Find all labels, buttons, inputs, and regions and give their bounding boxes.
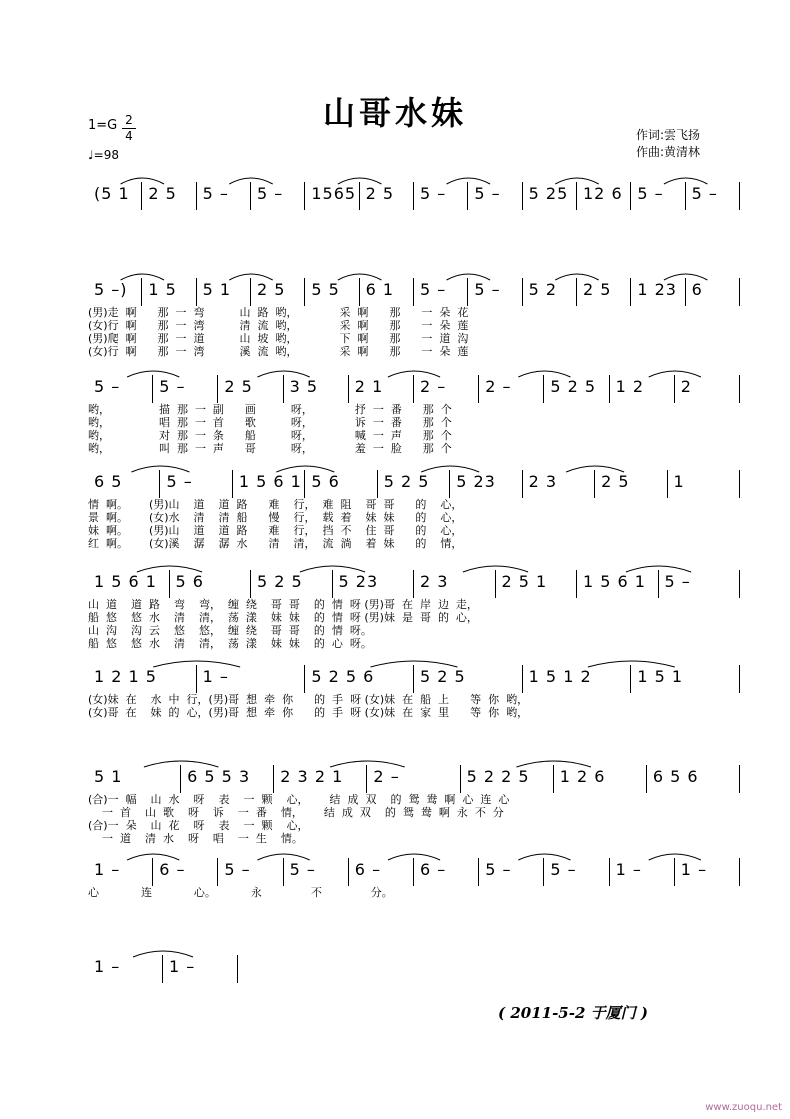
slur-arc: [566, 466, 624, 472]
bar-line: [685, 182, 686, 210]
bar-line: [739, 665, 740, 693]
slur-arc: [649, 371, 701, 377]
bar-line: [180, 765, 181, 793]
measure-notes: 5 23: [338, 572, 379, 591]
bar-line: [348, 858, 349, 886]
slur-arc: [555, 274, 598, 280]
measure-notes: (5 1: [94, 184, 130, 203]
slur-arc: [588, 661, 675, 667]
measure-notes: 3 5: [289, 377, 319, 396]
measure-notes: 6 5 6: [652, 767, 699, 786]
slur-arc: [229, 274, 272, 280]
notation-row: [88, 665, 740, 691]
bar-line: [609, 375, 610, 403]
slur-marks: [88, 945, 238, 959]
slur-arc: [131, 466, 189, 472]
bar-line: [304, 278, 305, 306]
measure-notes: 5 23: [456, 472, 496, 491]
bar-line: [141, 182, 142, 210]
slur-arc: [447, 178, 490, 184]
bar-line: [217, 375, 218, 403]
bar-line: [250, 570, 251, 598]
bar-line: [478, 375, 479, 403]
measure-notes: 1565: [311, 184, 357, 203]
measure-notes: 2 –: [420, 377, 447, 396]
measure-notes: 2 –: [485, 377, 512, 396]
measure-notes: 2 5: [601, 472, 630, 491]
measure-notes: 1 2 6: [559, 767, 606, 786]
measure-notes: 6: [691, 280, 703, 299]
slur-arc: [555, 178, 598, 184]
song-title: 山哥水妹: [322, 94, 467, 132]
measure-notes: 5 –: [420, 280, 447, 299]
bar-line: [576, 182, 577, 210]
measure-notes: 1 5 6 1: [94, 572, 157, 591]
measure-notes: 1 –: [680, 860, 708, 879]
measure-notes: 6 1: [365, 280, 395, 299]
bar-line: [169, 570, 170, 598]
bar-line: [250, 278, 251, 306]
measure-notes: 5 6: [311, 472, 340, 491]
measure-notes: 2 5: [365, 184, 395, 203]
bar-line: [478, 858, 479, 886]
bar-line: [162, 955, 163, 983]
bar-line: [739, 278, 740, 306]
measure-notes: 12 6: [583, 184, 623, 203]
slur-arc: [258, 371, 310, 377]
lyric-verse-1: 心 连 心。 永 不 分。: [88, 886, 393, 899]
bar-line: [250, 182, 251, 210]
measure-notes: 5 –: [257, 184, 284, 203]
bar-line: [141, 278, 142, 306]
measure-notes: 1: [673, 472, 685, 491]
measure-notes: 6 5 5 3: [187, 767, 251, 786]
bar-line: [739, 375, 740, 403]
bar-line: [495, 570, 496, 598]
measure-notes: 5 2 5: [383, 472, 430, 491]
bar-line: [543, 858, 544, 886]
measure-notes: 5 –: [664, 572, 691, 591]
bar-line: [304, 470, 305, 498]
lyric-verse-1: (女)妹 在 水 中 行，(男)哥 想 牵 你 的 手 呀 (女)妹 在 船 上 等 你 哟，: [88, 693, 529, 706]
measure-notes: 5 –: [691, 184, 718, 203]
measure-notes: 5 –: [289, 860, 316, 879]
bar-line: [522, 470, 523, 498]
bar-line: [413, 570, 414, 598]
lyric-verse-3: 山 沟 沟 云 悠 悠， 缠 绕 哥 哥 的 情 呀。: [88, 624, 372, 637]
bar-line: [217, 858, 218, 886]
bar-line: [576, 570, 577, 598]
measure-notes: 5 –: [474, 184, 501, 203]
notation-row: [88, 470, 740, 496]
lyric-verse-1: 情 啊。 (男)山 道 道 路 难 行， 难 阻 哥 哥 的 心，: [88, 498, 463, 511]
notation-row: [88, 955, 238, 981]
lyric-verse-1: (男)走 啊 那 一 弯 山 路 哟， 采 啊 那 一 朵 花: [88, 306, 469, 319]
measure-notes: 5 –: [420, 184, 447, 203]
measure-notes: 2 1: [354, 377, 384, 396]
measure-notes: 5 –: [166, 472, 193, 491]
bar-line: [630, 665, 631, 693]
slur-arc: [516, 761, 591, 767]
bar-line: [359, 278, 360, 306]
measure-notes: 5 25: [528, 184, 569, 203]
bar-line: [413, 182, 414, 210]
slur-arc: [121, 178, 164, 184]
lyric-verse-2: (女)哥 在 妹 的 心，(男)哥 想 牵 你 的 手 呀 (女)妹 在 家 里 等 你 哟，: [88, 706, 529, 719]
bar-line: [739, 765, 740, 793]
measure-notes: 2: [680, 377, 692, 396]
time-signature: [122, 114, 136, 143]
tempo-marking: ♩=98: [88, 148, 119, 162]
bar-line: [348, 375, 349, 403]
measure-notes: 5 2 5: [257, 572, 303, 591]
date-place-note: ( 2011-5-2 于厦门 ): [498, 1004, 648, 1022]
bar-line: [685, 278, 686, 306]
bar-line: [413, 278, 414, 306]
slur-arc: [518, 854, 570, 860]
site-watermark: www.zuoqu.net: [705, 1102, 782, 1113]
measure-notes: 1 23: [637, 280, 677, 299]
measure-notes: 1 5 6 1: [583, 572, 646, 591]
slur-arc: [121, 274, 164, 280]
bar-line: [646, 765, 647, 793]
slur-arc: [229, 178, 272, 184]
lyric-verse-2: 景 啊。 (女)水 清 清 船 慢 行， 载 着 妹 妹 的 心，: [88, 511, 463, 524]
measure-notes: 1 2 1 5: [94, 667, 157, 686]
measure-notes: 5 2: [528, 280, 558, 299]
bar-line: [159, 470, 160, 498]
measure-notes: 5 2 2 5: [466, 767, 530, 786]
measure-notes: 2 5 1: [501, 572, 548, 591]
slur-arc: [127, 371, 179, 377]
slur-arc: [338, 178, 381, 184]
slur-marks: [88, 268, 740, 282]
composer-credit: 作曲:黄清林: [636, 145, 701, 159]
measure-notes: 1 –: [94, 860, 121, 879]
slur-arc: [258, 854, 310, 860]
lyric-verse-1: (合)一 幅 山 水 呀 表 一 颗 心， 结 成 双 的 鸳 鸯 啊 心 连 心: [88, 793, 510, 806]
notation-row: [88, 182, 740, 208]
lyric-verse-3: 哟， 对 那 一 条 船 呀， 喊 一 声 那 个: [88, 429, 452, 442]
measure-notes: 5 –: [94, 377, 121, 396]
lyric-verse-4: 一 道 清 水 呀 唱 一 生 情。: [88, 832, 303, 845]
bar-line: [553, 765, 554, 793]
measure-notes: 2 5: [224, 377, 253, 396]
bar-line: [594, 470, 595, 498]
slur-arc: [137, 566, 202, 572]
bar-line: [609, 858, 610, 886]
lyric-verse-2: 一 首 山 歌 呀 诉 一 番 情， 结 成 双 的 鸳 鸯 啊 永 不 分: [88, 806, 504, 819]
bar-line: [739, 570, 740, 598]
measure-notes: 1 2: [615, 377, 645, 396]
slur-arc: [338, 274, 381, 280]
slur-arc: [518, 371, 570, 377]
measure-notes: 5 2 5 6: [311, 667, 375, 686]
bar-line: [522, 665, 523, 693]
bar-line: [739, 182, 740, 210]
slur-marks: [88, 755, 740, 769]
measure-notes: 1 –: [202, 667, 229, 686]
bar-line: [467, 278, 468, 306]
measure-notes: 2 5: [583, 280, 612, 299]
bar-line: [460, 765, 461, 793]
measure-notes: 5 1: [202, 280, 232, 299]
key-signature: 1=G: [88, 118, 118, 133]
bar-line: [658, 570, 659, 598]
slur-arc: [330, 761, 405, 767]
measure-notes: 5 –: [637, 184, 664, 203]
measure-notes: 6 5: [94, 472, 123, 491]
bar-line: [467, 182, 468, 210]
notation-row: [88, 570, 740, 596]
measure-notes: 6 –: [159, 860, 186, 879]
measure-notes: 5 –): [94, 280, 128, 299]
meter-bottom: 4: [125, 129, 133, 143]
slur-marks: [88, 560, 740, 574]
bar-line: [576, 278, 577, 306]
notation-row: [88, 858, 740, 884]
slur-arc: [626, 566, 691, 572]
bar-line: [366, 765, 367, 793]
bar-line: [674, 375, 675, 403]
slur-arc: [300, 566, 365, 572]
slur-arc: [649, 854, 701, 860]
slur-arc: [276, 466, 334, 472]
bar-line: [152, 858, 153, 886]
lyric-verse-1: 山 道 道 路 弯 弯， 缠 绕 哥 哥 的 情 呀 (男)哥 在 岸 边 走，: [88, 598, 478, 611]
slur-marks: [88, 365, 740, 379]
lyric-verse-4: (女)行 啊 那 一 湾 溪 流 哟， 采 啊 那 一 朵 莲: [88, 345, 469, 358]
slur-marks: [88, 848, 740, 862]
bar-line: [377, 470, 378, 498]
measure-notes: 2 –: [373, 767, 400, 786]
measure-notes: 1 5: [148, 280, 177, 299]
slur-arc: [463, 566, 528, 572]
bar-line: [630, 182, 631, 210]
bar-line: [304, 665, 305, 693]
slur-marks: [88, 460, 740, 474]
lyric-verse-4: 红 啊。 (女)溪 潺 潺 水 清 清， 流 淌 着 妹 的 情，: [88, 537, 463, 550]
lyricist-credit: 作词:雲飞扬: [636, 128, 701, 142]
slur-arc: [153, 661, 240, 667]
lyric-verse-4: 船 悠 悠 水 清 清， 荡 漾 妹 妹 的 心 呀。: [88, 637, 372, 650]
slur-arc: [388, 854, 440, 860]
bar-line: [630, 278, 631, 306]
slur-arc: [388, 371, 440, 377]
bar-line: [543, 375, 544, 403]
notation-row: [88, 375, 740, 401]
lyric-verse-3: (合)一 朵 山 花 呀 表 一 颗 心，: [88, 819, 309, 832]
measure-notes: 5 –: [159, 377, 186, 396]
measure-notes: 5 5: [311, 280, 340, 299]
bar-line: [413, 375, 414, 403]
measure-notes: 1 –: [169, 957, 196, 976]
bar-line: [674, 858, 675, 886]
slur-arc: [664, 178, 707, 184]
measure-notes: 2 3: [528, 472, 558, 491]
measure-notes: 6 –: [354, 860, 382, 879]
bar-line: [522, 182, 523, 210]
bar-line: [283, 375, 284, 403]
bar-line: [522, 278, 523, 306]
bar-line: [739, 858, 740, 886]
credits: [636, 127, 700, 161]
measure-notes: 5 2 5: [420, 667, 466, 686]
measure-notes: 2 3: [420, 572, 449, 591]
measure-notes: 2 3 2 1: [280, 767, 344, 786]
measure-notes: 1 5 6 1: [238, 472, 302, 491]
bar-line: [667, 470, 668, 498]
slur-arc: [144, 761, 219, 767]
measure-notes: 5 –: [485, 860, 512, 879]
meter-top: 2: [125, 113, 133, 127]
lyric-verse-1: 哟， 描 那 一 副 画 呀， 抒 一 番 那 个: [88, 403, 452, 416]
slur-marks: [88, 655, 740, 669]
bar-line: [273, 765, 274, 793]
lyric-verse-2: 哟， 唱 那 一 首 歌 呀， 诉 一 番 那 个: [88, 416, 452, 429]
measure-notes: 5 –: [202, 184, 229, 203]
bar-line: [196, 278, 197, 306]
measure-notes: 2 5: [148, 184, 177, 203]
bar-line: [332, 570, 333, 598]
bar-line: [413, 665, 414, 693]
bar-line: [152, 375, 153, 403]
measure-notes: 5 1: [94, 767, 123, 786]
measure-notes: 5 –: [224, 860, 251, 879]
bar-line: [359, 182, 360, 210]
slur-arc: [447, 274, 490, 280]
bar-line: [739, 470, 740, 498]
bar-line: [232, 470, 233, 498]
bar-line: [283, 858, 284, 886]
slur-arc: [664, 274, 707, 280]
measure-notes: 1 –: [94, 957, 121, 976]
measure-notes: 6 –: [420, 860, 447, 879]
measure-notes: 1 5 1: [637, 667, 684, 686]
slur-marks: [88, 172, 740, 186]
bar-line: [196, 182, 197, 210]
notation-row: [88, 278, 740, 304]
measure-notes: 5 2 5: [550, 377, 597, 396]
slur-arc: [127, 854, 179, 860]
slur-arc: [371, 661, 458, 667]
slur-arc: [133, 951, 193, 957]
lyric-verse-3: 妹 啊。 (男)山 道 道 路 难 行， 挡 不 住 哥 的 心，: [88, 524, 463, 537]
notation-row: [88, 765, 740, 791]
lyric-verse-4: 哟， 叫 那 一 声 哥 呀， 羞 一 脸 那 个: [88, 442, 452, 455]
bar-line: [413, 858, 414, 886]
lyric-verse-3: (男)爬 啊 那 一 道 山 坡 哟， 下 啊 那 一 道 沟: [88, 332, 469, 345]
bar-line: [304, 182, 305, 210]
slur-arc: [421, 466, 479, 472]
bar-line: [449, 470, 450, 498]
bar-line: [237, 955, 238, 983]
measure-notes: 5 –: [474, 280, 501, 299]
measure-notes: 5 –: [550, 860, 577, 879]
measure-notes: 2 5: [257, 280, 286, 299]
lyric-verse-2: 船 悠 悠 水 清 清， 荡 漾 妹 妹 的 情 呀 (男)妹 是 哥 的 心，: [88, 611, 478, 624]
bar-line: [196, 665, 197, 693]
measure-notes: 5 6: [175, 572, 204, 591]
measure-notes: 1 –: [615, 860, 642, 879]
lyric-verse-2: (女)行 啊 那 一 湾 清 流 哟， 采 啊 那 一 朵 莲: [88, 319, 469, 332]
measure-notes: 1 5 1 2: [528, 667, 592, 686]
